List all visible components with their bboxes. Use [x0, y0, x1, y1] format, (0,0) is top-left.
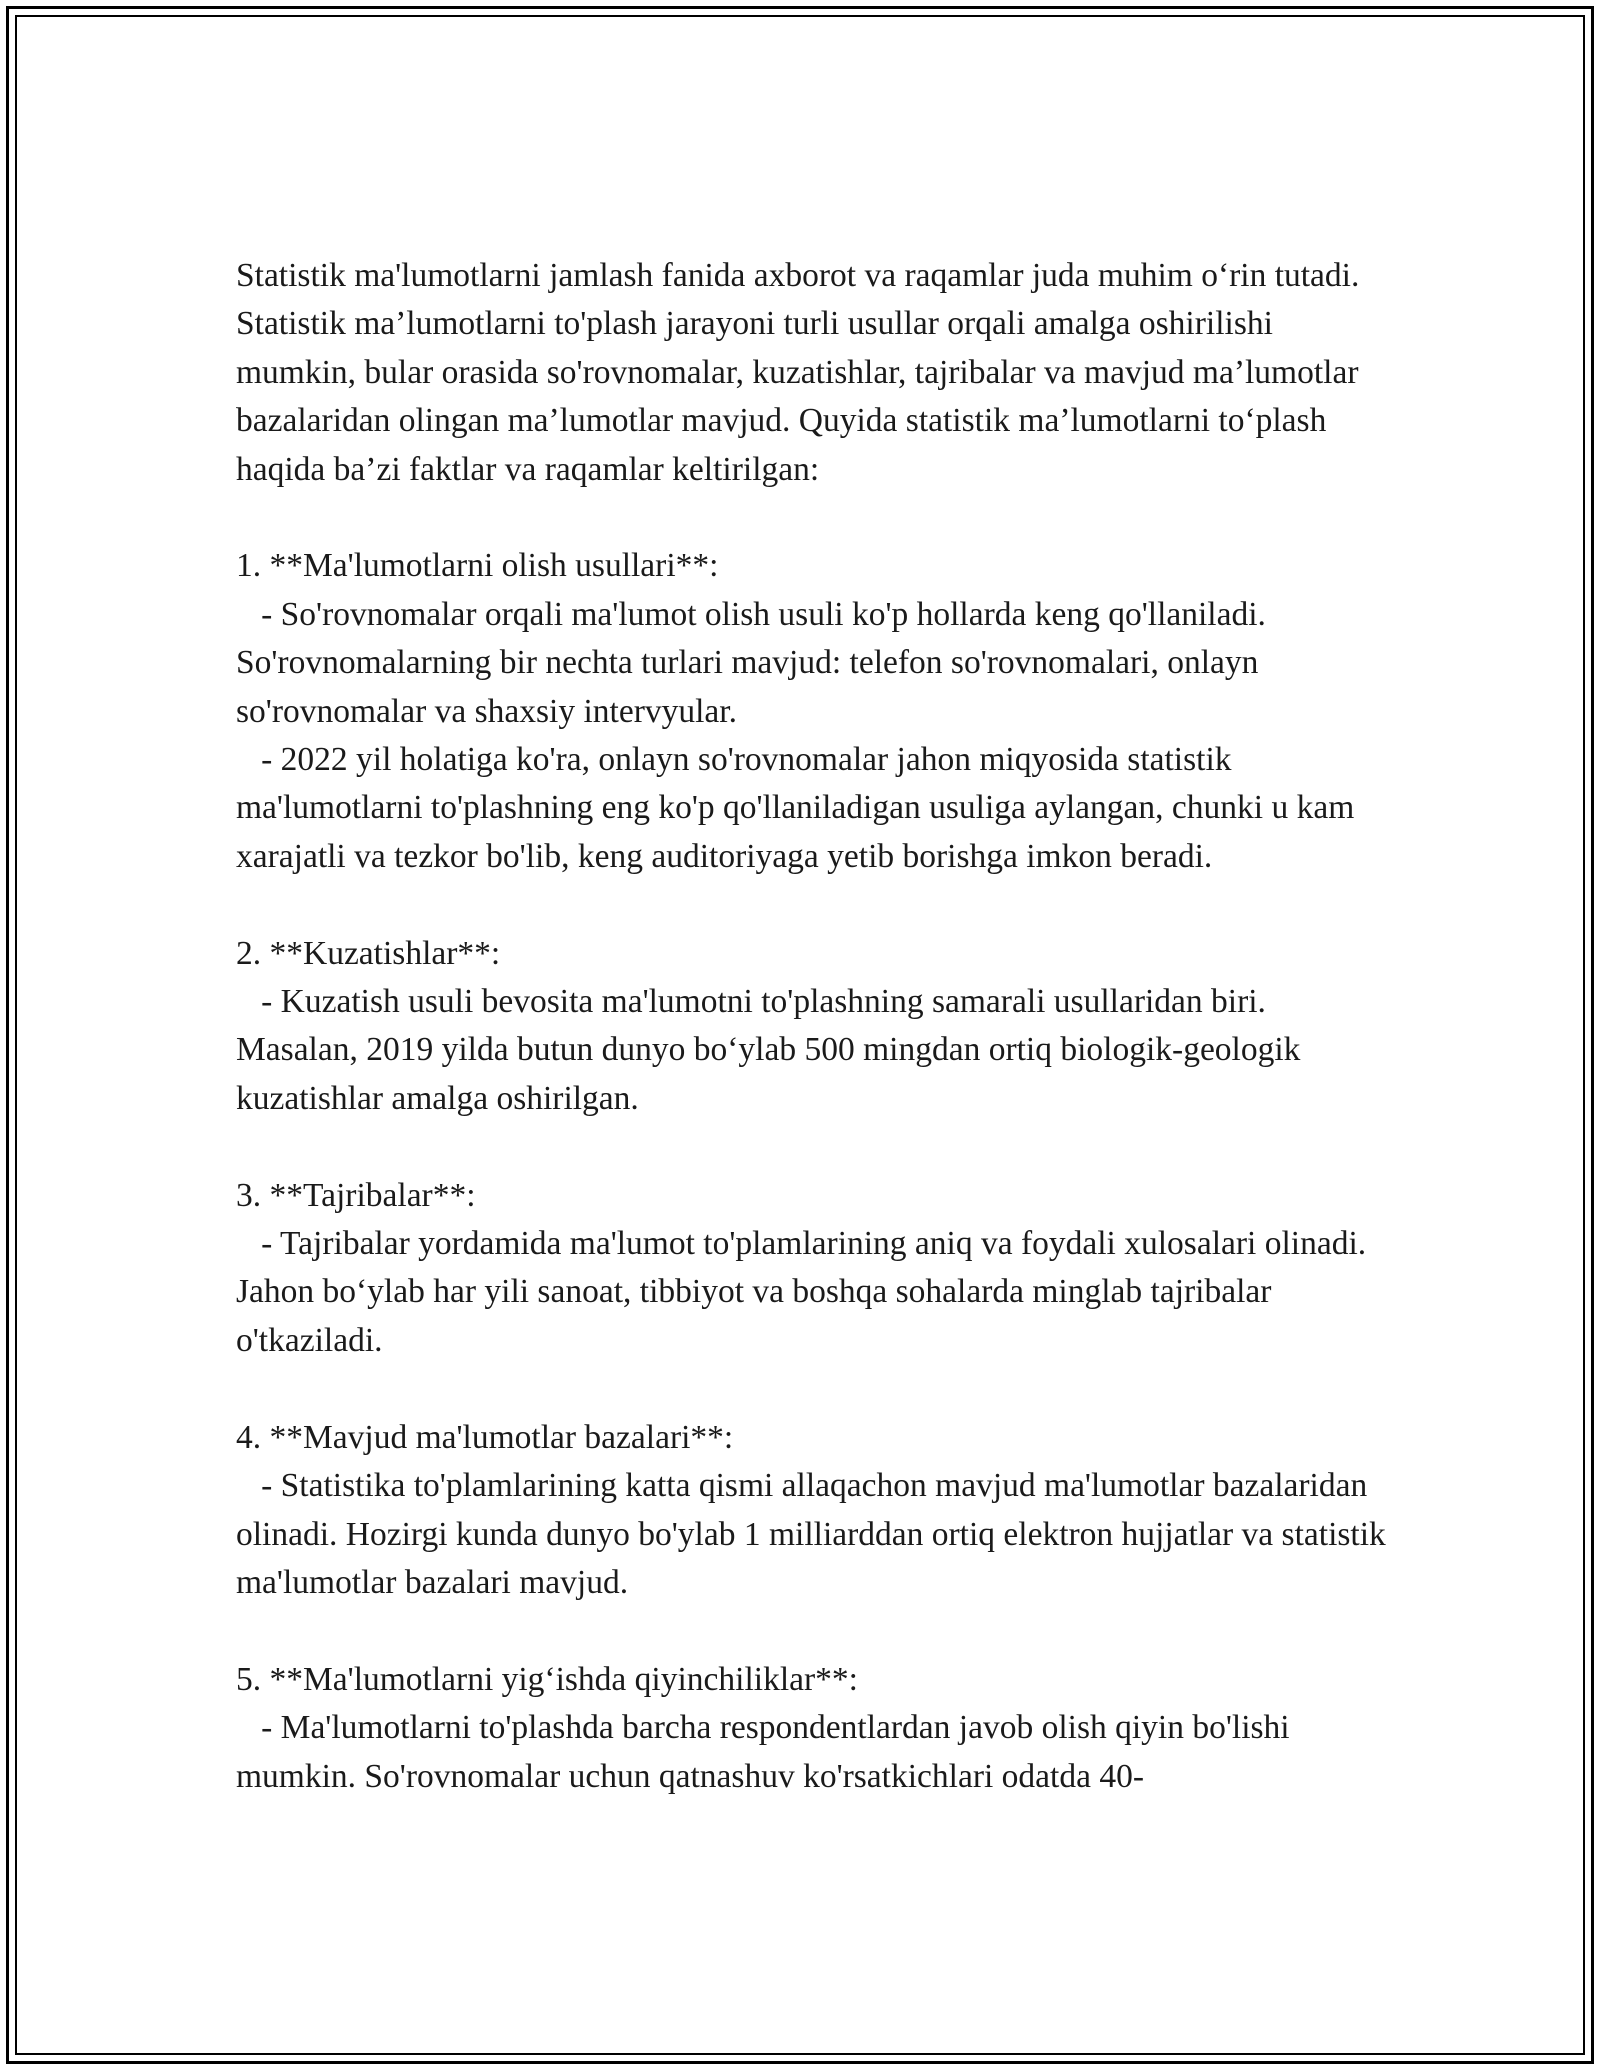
list-item-bullet: - So'rovnomalar orqali ma'lumot olish usuli ko'p hollarda keng qo'llaniladi. So'rovnomalarning bir nechta turlari mavjud: telefon so'rovnomalari, onlayn so'rovnomalar va shaxsiy intervyular.: [236, 595, 1275, 730]
list-item: [236, 1172, 1386, 1366]
list-item: [236, 542, 1386, 881]
list-item-bullet: - 2022 yil holatiga ko'ra, onlayn so'rovnomalar jahon miqyosida statistik ma'lumotlarni to'plashning eng ko'p qo'llaniladigan usuliga aylangan, chunki u kam xarajatli va tezkor bo'lib, keng auditoriyaga yetib borishga imkon beradi.: [236, 741, 1363, 875]
paragraph-spacer: [236, 881, 1386, 929]
list-item-bullet: - Kuzatish usuli bevosita ma'lumotni to'plashning samarali usullaridan biri. Masalan, 2019 yilda butun dunyo bo‘ylab 500 mingdan ortiq biologik-geologik kuzatishlar amalga oshirilgan.: [236, 983, 1309, 1117]
list-item: [236, 1414, 1395, 1608]
list-item-title: 5. **Ma'lumotlarni yig‘ishda qiyinchiliklar**:: [236, 1660, 858, 1698]
list-item-bullet: - Tajribalar yordamida ma'lumot to'plamlarining aniq va foydali xulosalari olinadi. Jahon bo‘ylab har yili sanoat, tibbiyot va boshqa sohalarda minglab tajribalar o'tkaziladi.: [236, 1225, 1375, 1359]
document-body: [236, 252, 1395, 1801]
list-item-title: 1. **Ma'lumotlarni olish usullari**:: [236, 547, 719, 585]
list-item-title: 3. **Tajribalar**:: [236, 1176, 476, 1214]
paragraph-spacer: [236, 1607, 1386, 1655]
list-item-bullet: - Statistika to'plamlarining katta qismi allaqachon mavjud ma'lumotlar bazalaridan olinadi. Hozirgi kunda dunyo bo'ylab 1 milliarddan ortiq elektron hujjatlar va statistik ma'lumotlar bazalari mavjud.: [236, 1467, 1395, 1601]
paragraph-spacer: [236, 1365, 1386, 1413]
list-item-bullet: - Ma'lumotlarni to'plashda barcha respondentlardan javob olish qiyin bo'lishi mumkin. So'rovnomalar uchun qatnashuv ko'rsatkichlari odatda 40-: [236, 1709, 1298, 1795]
paragraph-spacer: [236, 1123, 1386, 1171]
paragraph-spacer: [236, 494, 1386, 542]
list-item: [236, 1656, 1386, 1801]
list-item-title: 2. **Kuzatishlar**:: [236, 934, 501, 972]
list-item: [236, 930, 1386, 1124]
intro-paragraph: Statistik ma'lumotlarni jamlash fanida axborot va raqamlar juda muhim o‘rin tutadi. Statistik ma’lumotlarni to'plash jarayoni turli usullar orqali amalga oshirilishi mumkin, bular orasida so'rovnomalar, kuzatishlar, tajribalar va mavjud ma’lumotlar bazalaridan olingan ma’lumotlar mavjud. Quyida statistik ma’lumotlarni to‘plash haqida ba’zi faktlar va raqamlar keltirilgan:: [236, 257, 1368, 488]
list-item-title: 4. **Mavjud ma'lumotlar bazalari**:: [236, 1418, 734, 1456]
